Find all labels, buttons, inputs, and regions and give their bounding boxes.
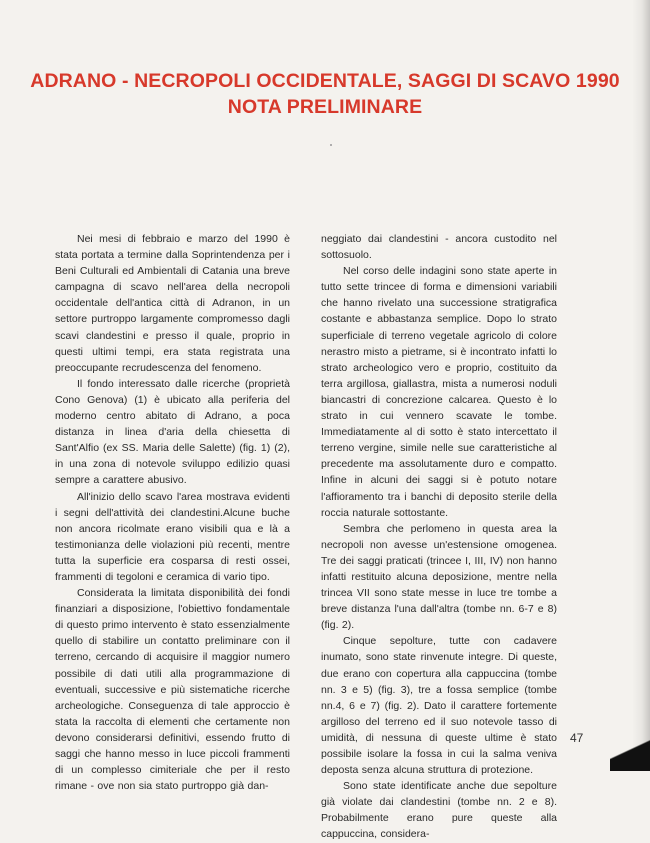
page-number: 47 (570, 731, 584, 745)
paragraph: Sembra che perlomeno in questa area la necropoli non avesse un'estensione omogenea. Tre dei saggi praticati (trincee I, III, IV) non hanno infatti restituito alcuna deposizione, mentre nella trincea VII sono state messe in luce tre tombe a breve distanza l'una dall'altra (tombe nn. 6-7 e 8) (fig. 2). (321, 522, 557, 632)
left-column (55, 231, 290, 794)
article-subtitle: NOTA PRELIMINARE (227, 96, 423, 118)
paragraph: Cinque sepolture, tutte con cadavere inumato, sono state rinvenute integre. Di queste, due erano con copertura alla cappuccina (tombe nn. 3 e 5) (fig. 3), tre a fossa semplice (tombe nn.4, 6 e 7) (fig. 2). Dato il carattere fortemente argilloso del terreno ed il suo notevole tasso di umidità, di nessuna di queste ultime è stato possibile isolare la fossa in cui la salma veniva deposta senza alcuna struttura di protezione. (321, 635, 557, 777)
speck (330, 144, 332, 146)
paragraph: Considerata la limitata disponibilità dei fondi finanziari a disposizione, l'obiettivo fondamentale di questo primo intervento è stato essenzialmente quello di stabilire un contatto preliminare con il terreno, cercando di acquisire il maggior numero possibile di dati utili alla programmazione di eventuali, successive e più sistematiche ricerche archeologiche. Conseguenza di tale approccio è stata la raccolta di elementi che certamente non devono considerarsi definitivi, essendo frutto di saggi che hanno messo in luce piccoli frammenti di un complesso cimiteriale che per il resto rimane - ove non sia stato purtroppo già dan- (55, 587, 290, 793)
paragraph: Il fondo interessato dalle ricerche (proprietà Cono Genova) (1) è ubicato alla periferia del moderno centro abitato di Adrano, a poca distanza in linea d'aria della chiesetta di Sant'Alfio (ex SS. Maria delle Salette) (fig. 1) (2), in una zona di notevole sviluppo edilizio quasi sempre a carattere abusivo. (55, 377, 290, 487)
paragraph: All'inizio dello scavo l'area mostrava evidenti i segni dell'attività dei clandestini.Alcune buche non ancora ricolmate erano visibili qua e là a testimonianza delle violazioni più recenti, mentre tutta la superficie era cosparsa di resti ossei, frammenti di tegoloni e ceramica di vario tipo. (55, 490, 290, 583)
paragraph: neggiato dai clandestini - ancora custodito nel sottosuolo. (321, 233, 557, 262)
page-corner-curl (610, 711, 650, 771)
paragraph: Sono state identificate anche due sepolture già violate dai clandestini (tombe nn. 2 e 8). Probabilmente erano pure queste alla cappuccina, considera- (321, 780, 557, 841)
paragraph: Nei mesi di febbraio e marzo del 1990 è stata portata a termine dalla Soprintendenza per i Beni Culturali ed Ambientali di Catania una breve campagna di scavo nell'area della necropoli occidentale dell'antica città di Adranon, in un settore purtroppo largamente compromesso dagli scavi clandestini e presso il quale, proprio in questi ultimi tempi, era stata registrata una preoccupante recrudescenza del fenomeno. (55, 233, 290, 374)
paragraph: Nel corso delle indagini sono state aperte in tutto sette trincee di forma e dimensioni variabili che hanno rivelato una successione stratigrafica costante e abbastanza semplice. Dopo lo strato superficiale di terreno vegetale agricolo di colore nerastro misto a pietrame, si è incontrato infatti lo strato archeologico vero e proprio, costituito da terra argillosa, giallastra, mista a numerosi noduli biancastri di concrezione calcarea. Questo è lo strato in cui vennero scavate le tombe. Immediatamente al di sotto è stato intercettato il terreno vergine, simile nelle sue caratteristiche al precedente ma assolutamente duro e compatto. Infine in alcuni dei saggi si è potuto notare l'affioramento tra i banchi di deposito sterile della roccia naturale sottostante. (321, 265, 557, 519)
article-title: ADRANO - NECROPOLI OCCIDENTALE, SAGGI DI SCAVO 1990 (30, 70, 620, 92)
right-column (321, 231, 557, 843)
